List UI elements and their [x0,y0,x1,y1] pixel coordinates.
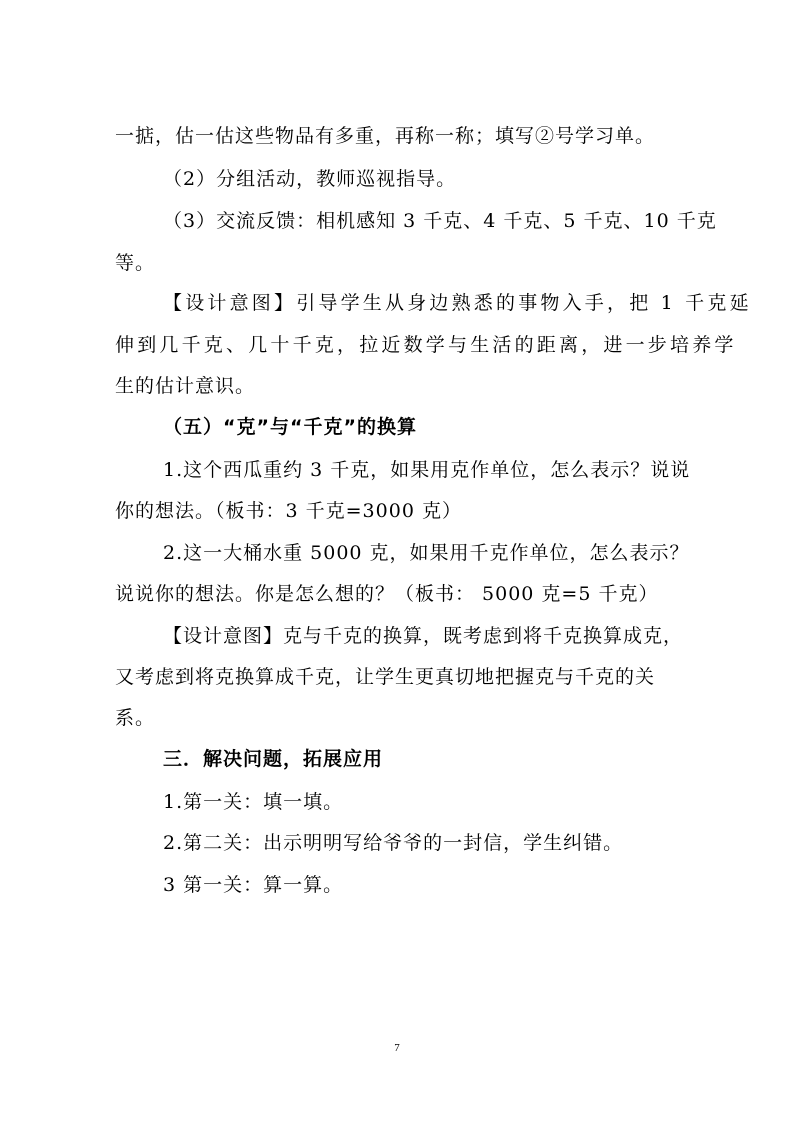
paragraph-line: 一掂，估一估这些物品有多重，再称一称；填写②号学习单。 [115,125,656,147]
section-heading: （五）“克”与“千克”的换算 [163,416,417,438]
paragraph-line: 伸到几千克、几十千克，拉近数学与生活的距离，进一步培养学 [115,334,737,356]
paragraph-line: 生的估计意识。 [115,375,256,397]
list-item: 3 第一关：算一算。 [163,874,344,896]
page-number: 7 [394,1042,400,1054]
design-intent-line: 【设计意图】引导学生从身边熟悉的事物入手，把 1 千克延 [163,292,752,314]
design-intent-line: 【设计意图】克与千克的换算，既考虑到将千克换算成克， [163,625,684,647]
paragraph-line: 2.这一大桶水重 5000 克，如果用千克作单位，怎么表示？ [163,542,690,564]
paragraph-line: 你的想法。（板书：3 千克=3000 克） [115,500,462,522]
paragraph-line: 系。 [115,707,156,729]
paragraph-line: （3）交流反馈：相机感知 3 千克、4 千克、5 千克、10 千克 [163,210,717,232]
paragraph-line: 1.这个西瓜重约 3 千克，如果用克作单位，怎么表示？说说 [163,459,691,481]
major-heading: 三．解决问题，拓展应用 [163,748,384,770]
paragraph-line: 说说你的想法。你是怎么想的？（板书： 5000 克=5 千克） [115,583,659,605]
paragraph-line: （2）分组活动，教师巡视指导。 [163,168,457,190]
list-item: 1.第一关：填一填。 [163,791,344,813]
paragraph-line: 等。 [115,252,156,274]
list-item: 2.第二关：出示明明写给爷爷的一封信，学生纠错。 [163,832,624,854]
paragraph-line: 又考虑到将克换算成千克，让学生更真切地把握克与千克的关 [115,666,656,688]
